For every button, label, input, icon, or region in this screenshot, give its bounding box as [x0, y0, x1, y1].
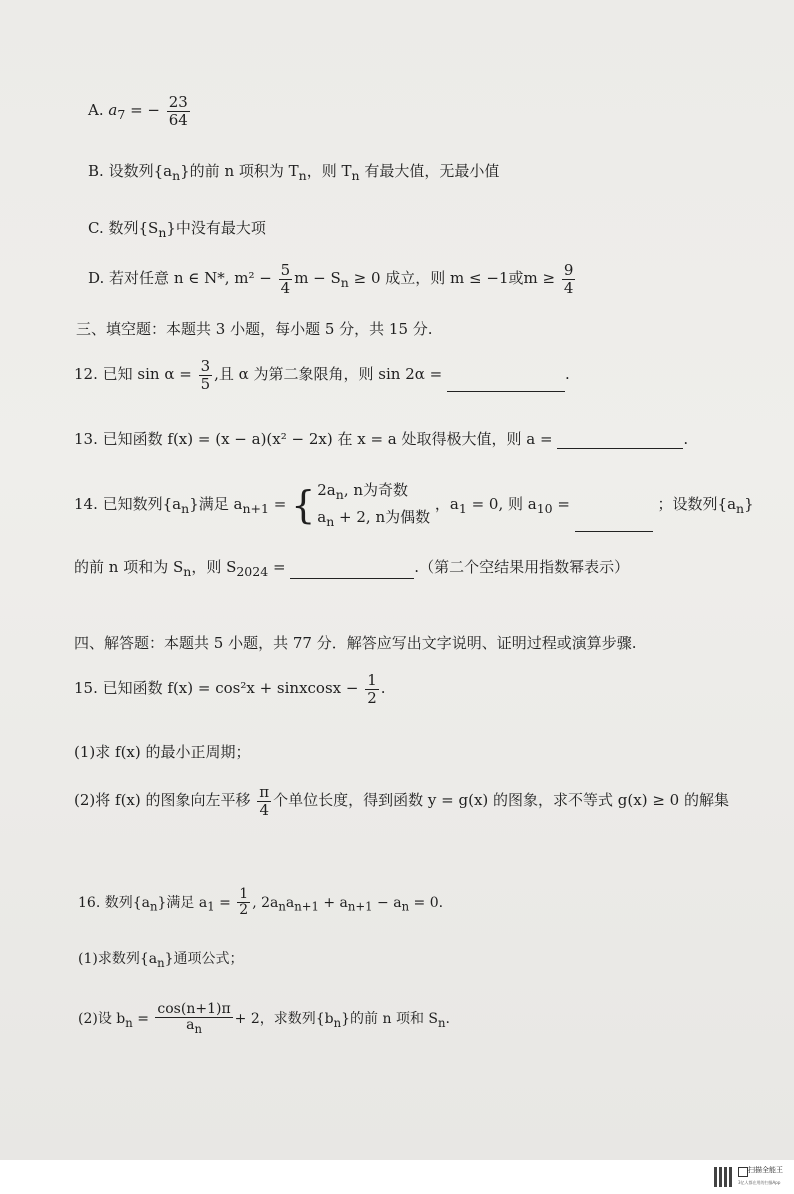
sub: n	[194, 1022, 202, 1037]
q12-fraction	[199, 358, 213, 392]
frac-den: 4	[563, 278, 574, 297]
section-3-heading: 三、填空题：本题共 3 小题，每小题 5 分，共 15 分.	[76, 320, 433, 338]
q16-2-fraction	[155, 1002, 232, 1036]
question-16-part-2	[78, 1002, 450, 1036]
frac-den: 5	[200, 374, 211, 393]
q16-text: + 2，求数列{b	[234, 1011, 334, 1028]
option-a-var: a	[108, 101, 118, 119]
q16-text: =	[214, 894, 231, 911]
option-a-eq: = −	[125, 101, 160, 119]
q13-end: .	[683, 430, 689, 448]
section-4-heading: 四、解答题：本题共 5 小题，共 77 分．解答应写出文字说明、证明过程或演算步骤.	[74, 634, 637, 652]
option-d-label: D.	[88, 269, 105, 287]
sub: 1	[458, 501, 467, 516]
case-text: a	[317, 508, 327, 526]
option-b-text: 设数列{a	[108, 162, 173, 180]
q16-text: =	[132, 1011, 149, 1028]
question-15-part-2	[74, 784, 729, 818]
q14-text: ，a	[434, 495, 459, 513]
q13-answer-blank	[557, 434, 683, 449]
frac-den: 64	[168, 110, 188, 129]
q15-fraction	[365, 672, 379, 706]
q12-text: ,且 α 为第二象限角，则 sin 2α =	[214, 365, 443, 383]
option-b-text: 有最大值，无最小值	[359, 162, 500, 180]
question-15	[74, 672, 386, 706]
scanner-logo-icon	[738, 1167, 748, 1177]
frac-den: 2	[367, 688, 377, 707]
q16-text: (1)求数列{a	[78, 951, 158, 967]
q12-text: 12. 已知 sin α =	[74, 365, 192, 383]
sub: n	[401, 899, 410, 914]
option-d-text: ≥ 0 成立，则 m ≤ −1或m ≥	[348, 269, 556, 287]
option-b	[88, 160, 499, 183]
q14-text: ，则 S	[191, 558, 237, 576]
question-13	[74, 428, 688, 449]
q14-cases	[317, 478, 430, 532]
q14-text: =	[552, 495, 570, 513]
question-14-line-2	[74, 556, 629, 579]
q12-end: .	[565, 365, 570, 383]
case-text: , n为奇数	[343, 481, 409, 499]
q16-text: }满足 a	[157, 894, 208, 911]
q15-text: (2)将 f(x) 的图象向左平移	[74, 791, 251, 809]
sub: n	[157, 955, 165, 970]
option-b-text: }的前 n 项积为 T	[180, 162, 299, 180]
q16-text: }通项公式；	[164, 951, 244, 967]
q14-text: }满足 a	[189, 495, 243, 513]
option-d	[88, 262, 577, 296]
sub: n	[278, 899, 286, 914]
option-a-fraction	[167, 94, 190, 128]
option-c-text: }中没有最大项	[166, 219, 266, 237]
sub: 1	[207, 899, 215, 914]
frac-num: 1	[367, 671, 377, 689]
sub: n	[181, 501, 190, 516]
sub: n	[335, 487, 344, 502]
option-d-fraction-2	[562, 262, 576, 296]
sub: n	[333, 1015, 342, 1030]
option-c-text: 数列{S	[108, 219, 159, 237]
sub: n+1	[347, 899, 373, 914]
q16-text: a	[285, 894, 295, 911]
q14-text: =	[268, 558, 286, 576]
q14-answer-blank-2	[290, 564, 414, 579]
sub: n	[149, 899, 158, 914]
case-text: + 2, n为偶数	[334, 508, 431, 526]
scanner-footer	[0, 1160, 794, 1194]
q12-answer-blank	[447, 377, 565, 392]
option-d-text: 若对任意 n ∈ N*, m² −	[109, 269, 272, 287]
option-d-text: m − S	[294, 269, 341, 287]
question-12	[74, 358, 570, 392]
cases-brace: {	[291, 483, 316, 527]
frac-den	[155, 1018, 232, 1036]
q16-text: (2)设 b	[78, 1011, 126, 1028]
sub: n	[438, 1015, 446, 1030]
q14-text: 的前 n 项和为 S	[74, 558, 184, 576]
sub: n	[158, 225, 167, 240]
frac-num: 23	[168, 93, 188, 111]
q15-2-fraction	[257, 784, 271, 818]
frac-num: 3	[200, 357, 211, 375]
frac-num: 9	[563, 261, 574, 279]
sub: n	[183, 564, 192, 579]
q16-fraction	[237, 887, 250, 919]
frac-num: 5	[280, 261, 291, 279]
question-16	[78, 887, 443, 919]
sub: n	[298, 168, 307, 183]
q14-case-2	[317, 505, 430, 532]
sub: n+1	[242, 501, 269, 516]
sub: n+1	[294, 899, 319, 914]
sub: n	[172, 168, 181, 183]
frac-num: cos(n+1)π	[157, 1001, 231, 1017]
scanner-tagline: 3亿人都在用的扫描App	[738, 1180, 781, 1185]
q15-text: 15. 已知函数 f(x) = cos²x + sinxcosx −	[74, 679, 359, 697]
option-c-label: C.	[88, 219, 104, 237]
sub: n	[736, 501, 745, 516]
qr-code-icon	[714, 1167, 734, 1187]
option-b-text: ，则 T	[306, 162, 352, 180]
sub: n	[326, 514, 335, 529]
q16-text: }的前 n 项和 S	[341, 1011, 438, 1028]
q16-text: .	[445, 1011, 450, 1028]
frac-den: 4	[280, 278, 291, 297]
question-15-part-1: (1)求 f(x) 的最小正周期；	[74, 743, 251, 761]
frac-den: 2	[239, 902, 249, 919]
q14-text: 14. 已知数列{a	[74, 495, 182, 513]
q14-text: .（第二个空结果用指数幂表示）	[414, 558, 630, 576]
frac-den-text: a	[186, 1017, 195, 1034]
case-text: 2a	[317, 481, 336, 499]
option-a-sub: 7	[117, 107, 126, 122]
q16-text: 16. 数列{a	[78, 894, 150, 911]
q16-text: , 2a	[252, 894, 279, 911]
option-a	[88, 94, 192, 128]
q14-answer-blank-1	[575, 517, 653, 532]
q14-text: ；设数列{a	[657, 495, 737, 513]
frac-num: π	[259, 783, 270, 801]
option-c	[88, 217, 266, 240]
q14-case-1	[317, 478, 430, 505]
q14-text: = 0, 则 a	[466, 495, 537, 513]
sub: 10	[536, 501, 553, 516]
q14-text: =	[268, 495, 287, 513]
option-b-label: B.	[88, 162, 104, 180]
q15-text: 个单位长度，得到函数 y = g(x) 的图象，求不等式 g(x) ≥ 0 的解集	[273, 791, 729, 809]
q15-end: .	[380, 679, 386, 697]
scanner-brand: 扫描全能王	[748, 1166, 783, 1174]
option-d-fraction	[279, 262, 293, 296]
q16-text: + a	[318, 894, 348, 911]
q16-text: − a	[372, 894, 402, 911]
q14-text: }	[744, 495, 754, 513]
frac-num: 1	[239, 886, 249, 902]
frac-den: 4	[259, 800, 269, 819]
sub: n	[340, 275, 349, 290]
sub: n	[351, 168, 360, 183]
q16-text: = 0.	[409, 894, 444, 911]
sub: 2024	[236, 564, 269, 579]
q13-text: 13. 已知函数 f(x) = (x − a)(x² − 2x) 在 x = a 处取得极大值，则 a =	[74, 430, 553, 448]
option-a-label: A.	[88, 101, 104, 119]
question-16-part-1	[78, 948, 244, 970]
question-14	[74, 478, 754, 532]
sub: n	[125, 1015, 133, 1030]
